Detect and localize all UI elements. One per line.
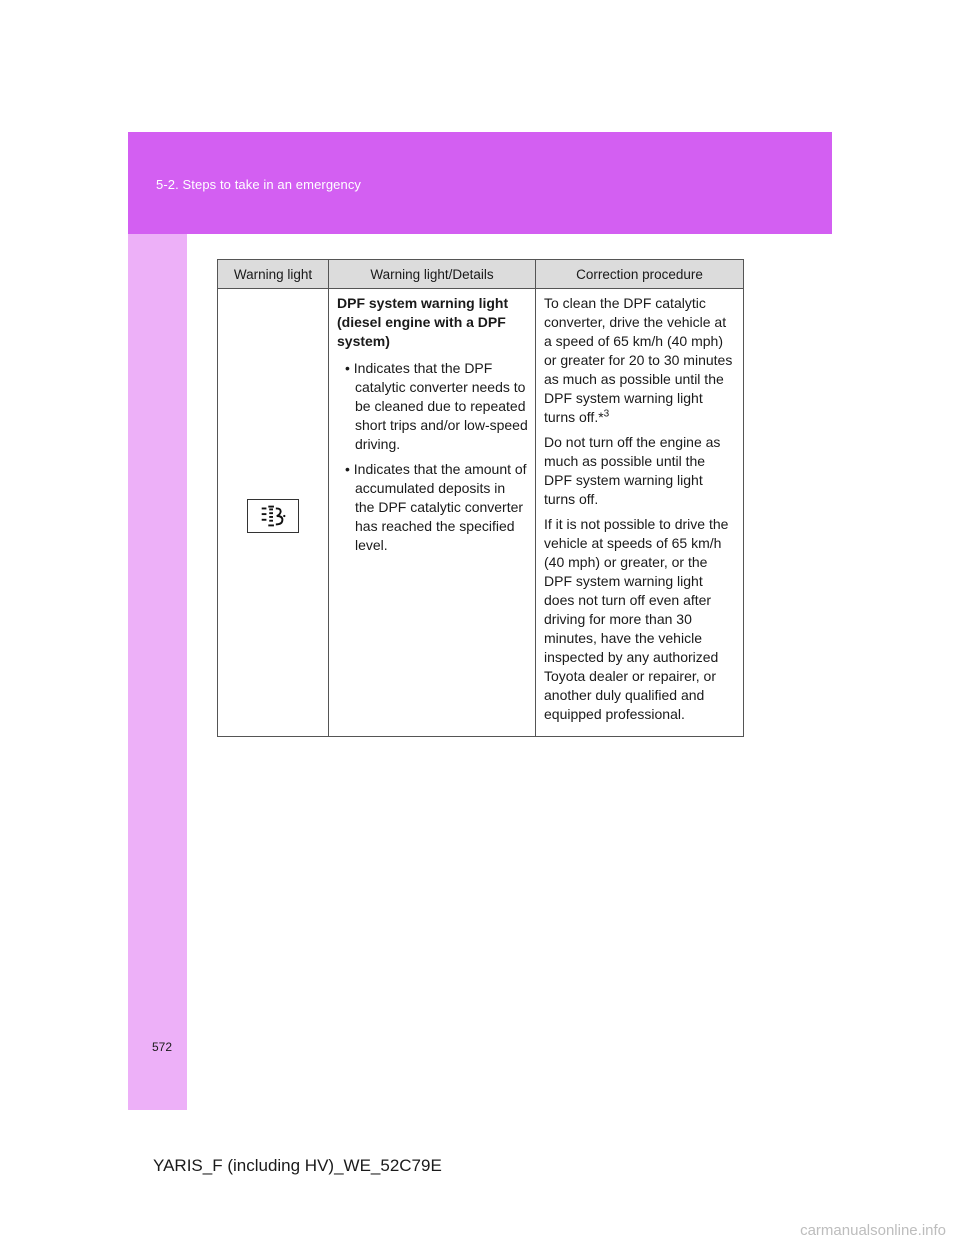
details-list	[337, 359, 528, 555]
details-title: DPF system warning light (diesel engine with a DPF system)	[337, 295, 509, 349]
dpf-warning-light-icon	[247, 499, 299, 533]
watermark: carmanualsonline.info	[800, 1222, 946, 1239]
warning-light-cell	[218, 289, 329, 737]
procedure-paragraph-3: If it is not possible to drive the vehicle at speeds of 65 km/h (40 mph) or greater, or the DPF system warning light does not turn off even after driving for more than 30 minutes, have the vehicle inspected by any authorized Toyota dealer or repairer, or another duly qualified and equipped professional.	[544, 516, 729, 722]
document-code: YARIS_F (including HV)_WE_52C79E	[153, 1156, 442, 1175]
column-header-warning-light: Warning light	[218, 260, 329, 289]
list-item: • Indicates that the DPF catalytic converter needs to be cleaned due to repeated short trips and/or low-speed driving.	[337, 359, 528, 454]
list-item: • Indicates that the amount of accumulated deposits in the DPF catalytic converter has reached the specified level.	[337, 460, 528, 555]
page-number: 572	[152, 1040, 173, 1054]
table-row	[218, 289, 744, 737]
column-header-correction: Correction procedure	[536, 260, 744, 289]
table-header-row	[218, 260, 744, 289]
procedure-text-1: To clean the DPF catalytic converter, drive the vehicle at a speed of 65 km/h (40 mph) or greater for 20 to 30 minutes as much as possible until the DPF system warning light turns off.*	[544, 295, 733, 425]
header-band	[128, 132, 832, 234]
procedure-paragraph-1	[544, 294, 736, 427]
correction-procedure-cell	[536, 289, 744, 737]
details-cell	[329, 289, 536, 737]
warning-light-table	[217, 259, 744, 737]
side-strip	[128, 234, 187, 1110]
footnote-ref: 3	[603, 408, 610, 420]
section-title: 5-2. Steps to take in an emergency	[156, 177, 362, 192]
procedure-paragraph-2: Do not turn off the engine as much as possible until the DPF system warning light turns off.	[544, 434, 721, 507]
column-header-details: Warning light/Details	[329, 260, 536, 289]
